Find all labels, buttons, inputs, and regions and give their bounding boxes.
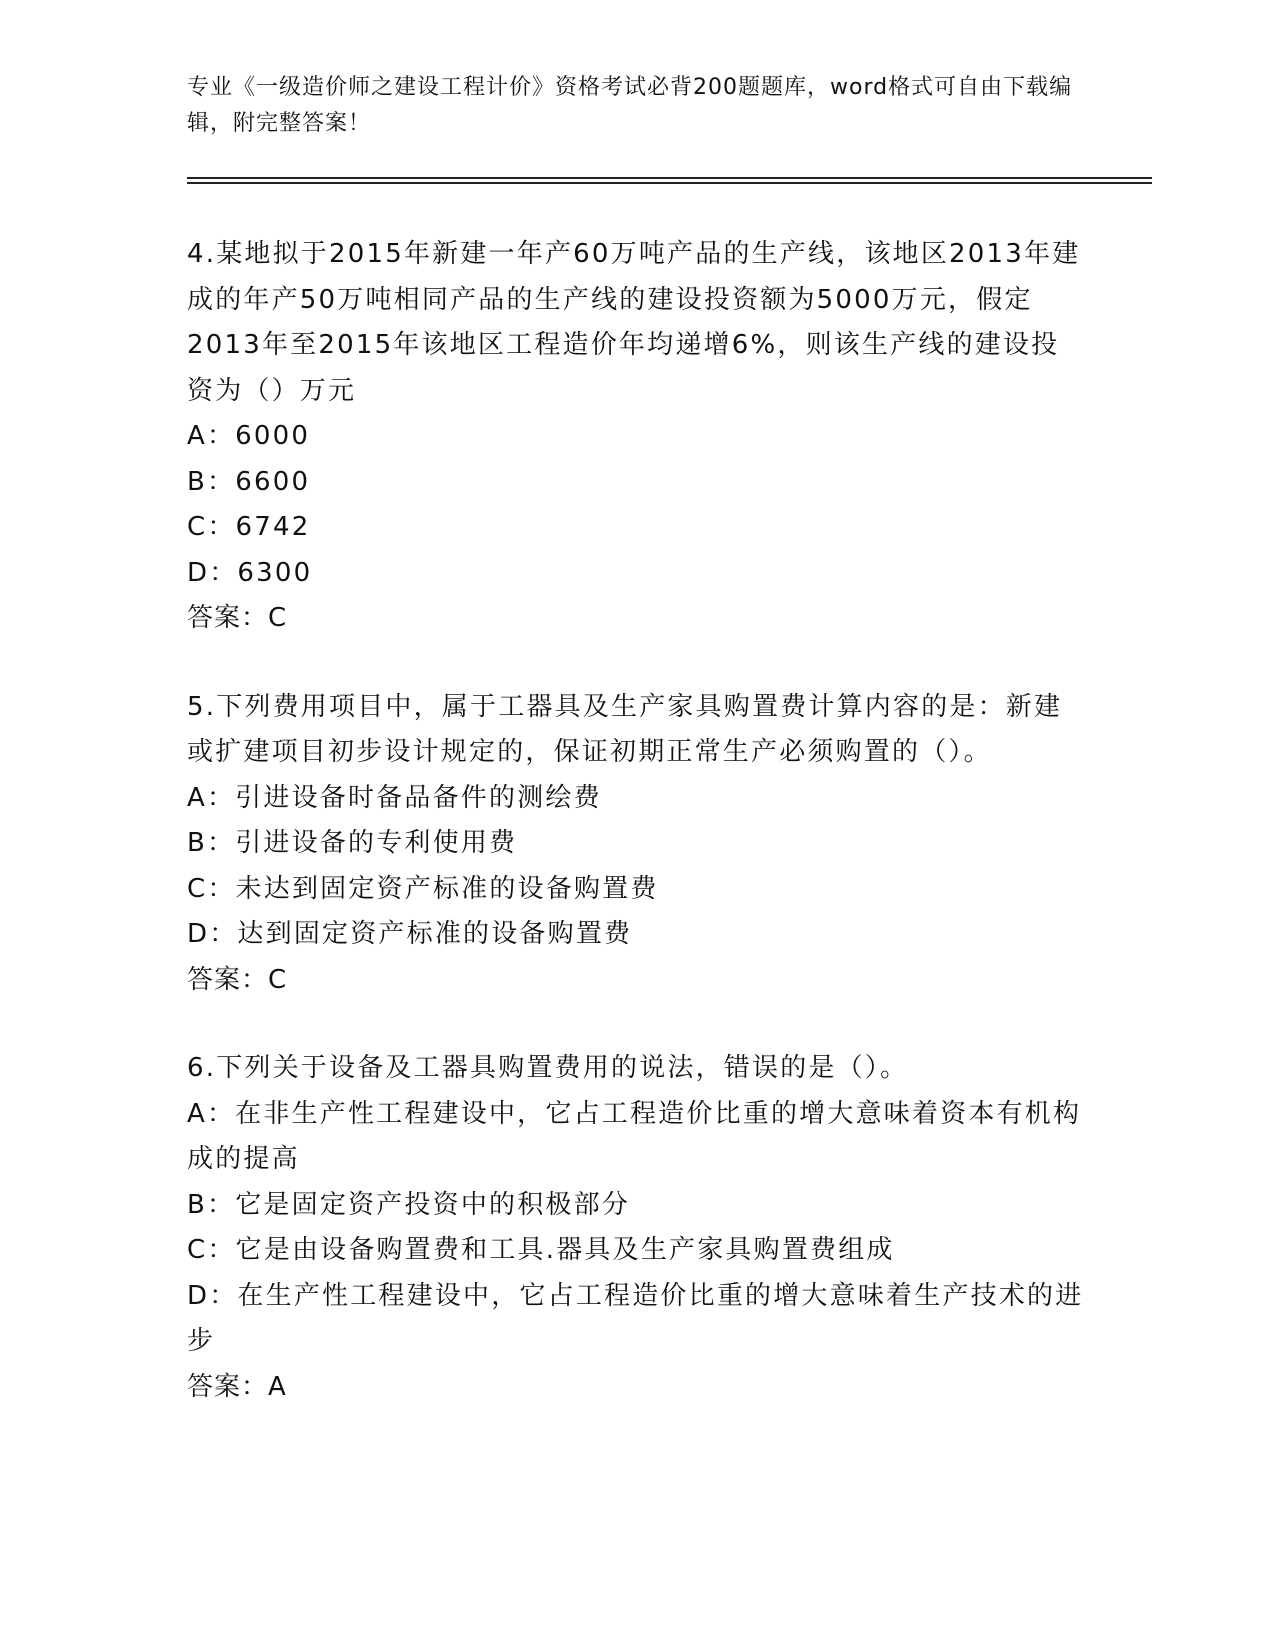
question-text: 5.下列费用项目中，属于工器具及生产家具购置费计算内容的是：新建或扩建项目初步设计规定的，保证初期正常生产必须购置的（）。 xyxy=(187,691,1063,767)
answer-line: 答案：C xyxy=(187,964,288,995)
question-list xyxy=(187,232,1087,1453)
question-5 xyxy=(187,685,1087,1004)
option-b: B：6600 xyxy=(187,466,311,497)
question-6 xyxy=(187,1046,1087,1410)
option-d: D：6300 xyxy=(187,557,313,588)
document-header: 专业《一级造价师之建设工程计价》资格考试必背200题题库，word格式可自由下载编辑，附完整答案！ xyxy=(187,75,1073,136)
option-b: B：引进设备的专利使用费 xyxy=(187,828,518,858)
answer-line: 答案：A xyxy=(187,1371,287,1402)
option-c: C：6742 xyxy=(187,512,311,542)
question-4 xyxy=(187,232,1087,642)
header-divider-bottom xyxy=(187,182,1152,184)
question-text: 4.某地拟于2015年新建一年产60万吨产品的生产线，该地区2013年建成的年产50万吨相同产品的生产线的建设投资额为5000万元，假定2013年至2015年该地区工程造价年均递增6%，则该生产线的建设投资为（）万元 xyxy=(187,239,1081,406)
header-divider-top xyxy=(187,177,1152,179)
option-d: D：在生产性工程建设中，它占工程造价比重的增大意味着生产技术的进步 xyxy=(187,1280,1084,1356)
option-a: A：6000 xyxy=(187,421,311,451)
option-b: B：它是固定资产投资中的积极部分 xyxy=(187,1189,631,1220)
option-c: C：未达到固定资产标准的设备购置费 xyxy=(187,873,659,904)
option-d: D：达到固定资产标准的设备购置费 xyxy=(187,919,633,949)
option-a: A：在非生产性工程建设中，它占工程造价比重的增大意味着资本有机构成的提高 xyxy=(187,1098,1082,1174)
answer-line: 答案：C xyxy=(187,603,288,633)
option-c: C：它是由设备购置费和工具.器具及生产家具购置费组成 xyxy=(187,1235,895,1265)
option-a: A：引进设备时备品备件的测绘费 xyxy=(187,782,602,813)
question-text: 6.下列关于设备及工器具购置费用的说法，错误的是（）。 xyxy=(187,1053,909,1083)
